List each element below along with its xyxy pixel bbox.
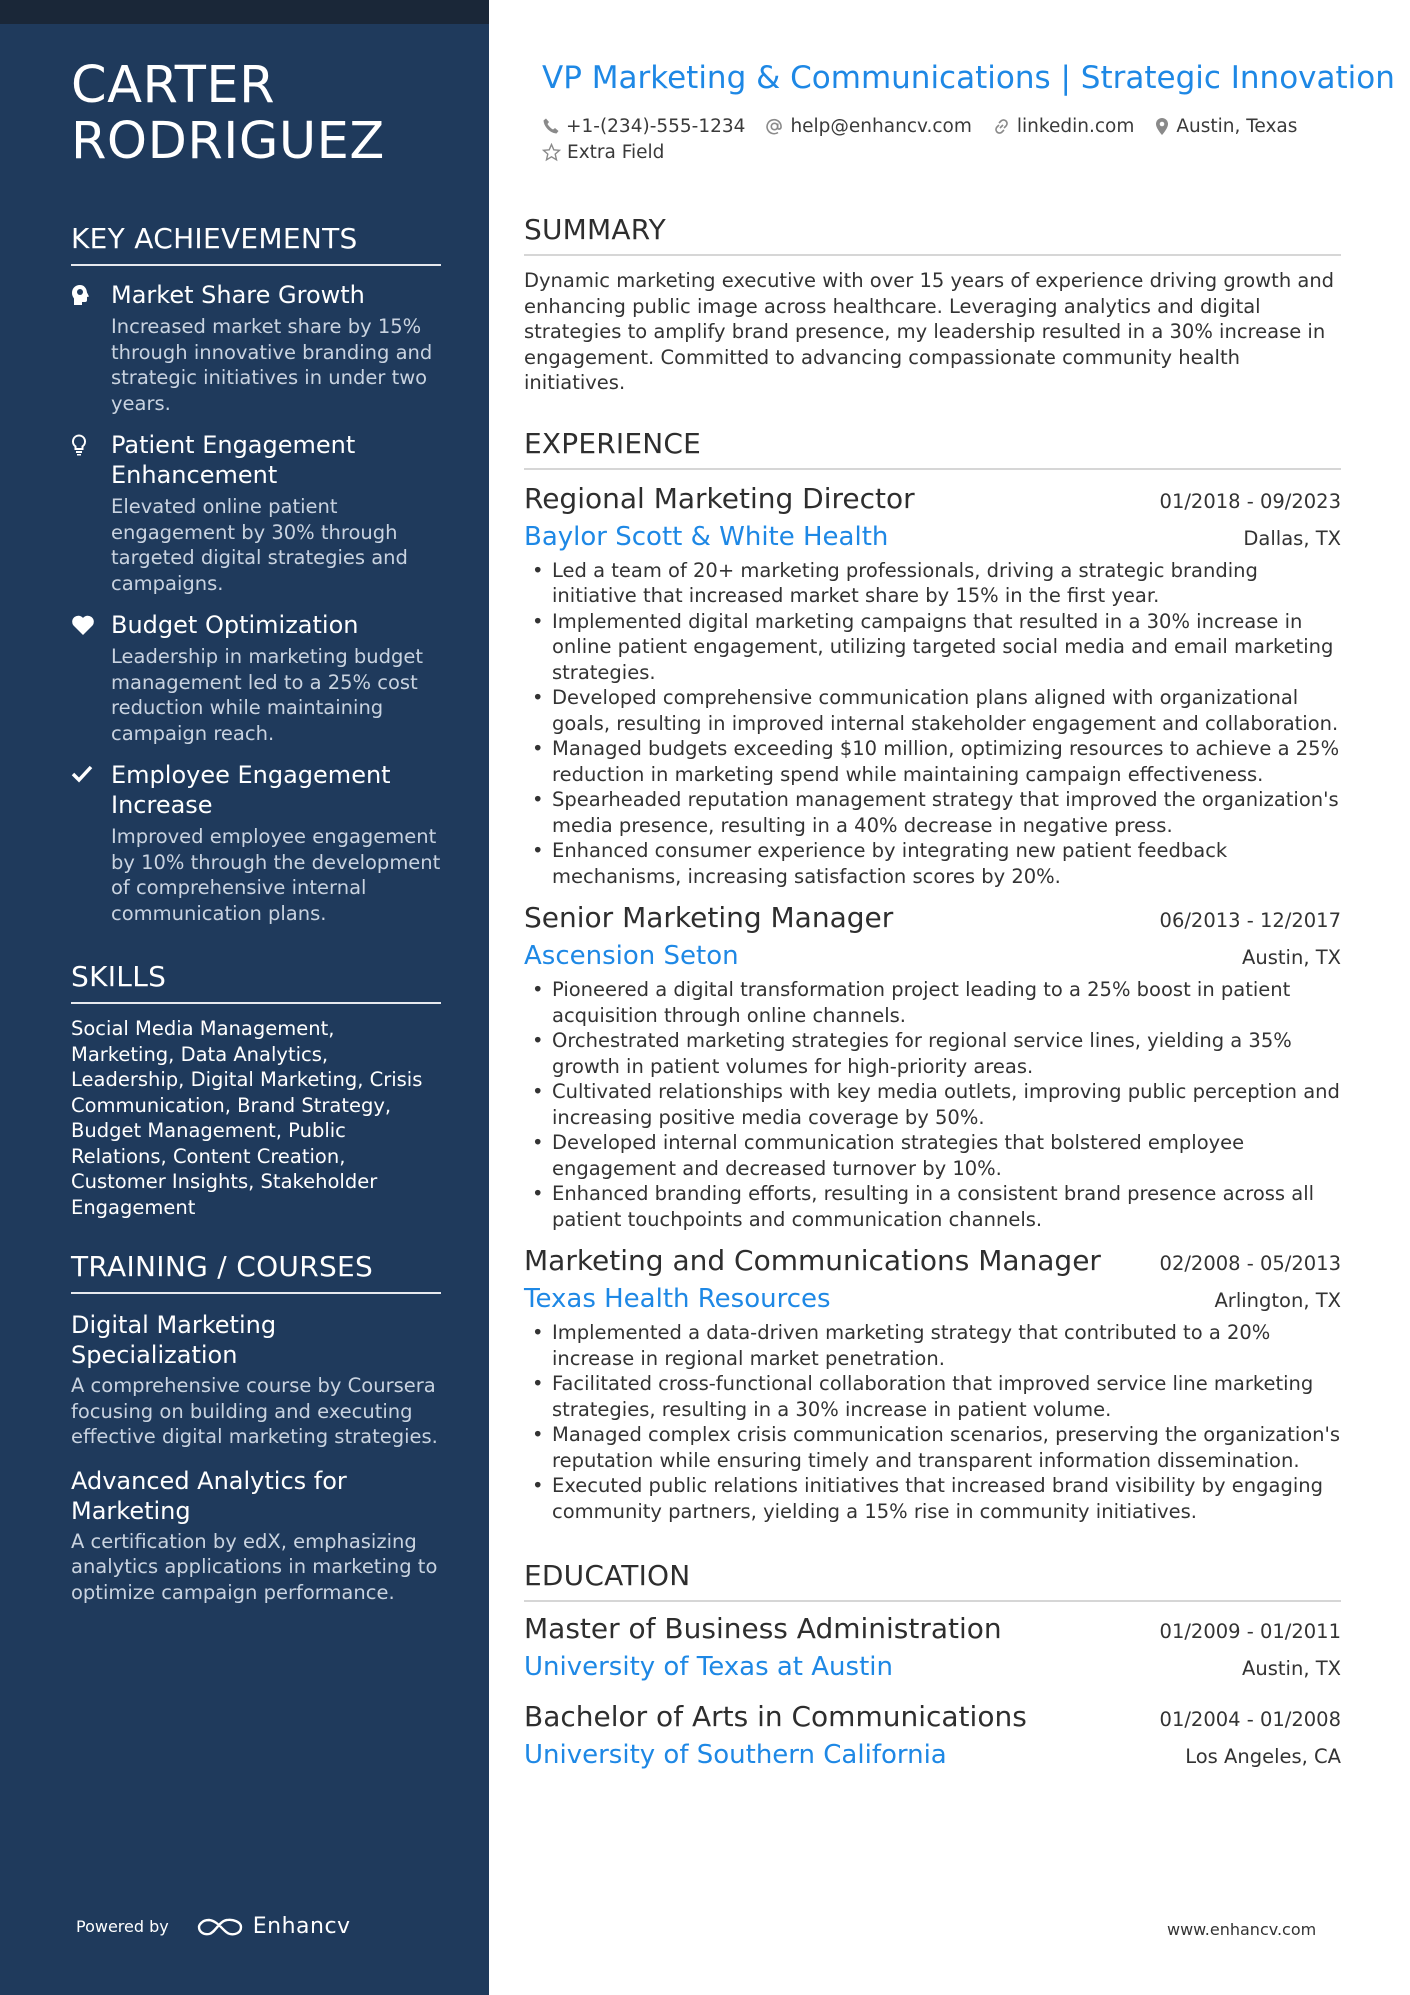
job-company: Baylor Scott & White Health [524, 521, 889, 552]
job-bullets [524, 977, 1341, 1232]
job-bullet: • Cultivated relationships with key media outlets, improving public perception and increasing positive media coverage by 50%. [524, 1079, 1341, 1130]
experience-section [524, 426, 1341, 1525]
training-heading: TRAINING / COURSES [71, 1250, 441, 1294]
location-contact [1154, 116, 1297, 137]
email-contact[interactable] [765, 116, 971, 137]
summary-text: Dynamic marketing executive with over 15 years of experience driving growth and enhancing public image across healthcare. Leveraging analytics and digital strategies to amplify brand presence, my leadership resulted in a 30% increase in engagement. Committed to advancing compassionate community health initiatives. [524, 269, 1335, 394]
skills-heading: SKILLS [71, 960, 441, 1004]
job-bullet: • Developed comprehensive communication plans aligned with organizational goals, resulting in improved internal stakeholder engagement and collaboration. [524, 685, 1341, 736]
main-sections [524, 212, 1341, 1772]
link-icon [992, 117, 1011, 136]
course-item [71, 1310, 441, 1450]
job-dates: 01/2018 - 09/2023 [1159, 489, 1341, 513]
job-bullets [524, 1320, 1341, 1524]
enhancv-logo[interactable] [197, 1914, 351, 1939]
job-company: Texas Health Resources [524, 1284, 831, 1314]
job-bullet: • Enhanced consumer experience by integrating new patient feedback mechanisms, increasing satisfaction scores by 20%. [524, 838, 1341, 889]
head-icon [71, 280, 111, 416]
achievement-title: Employee Engagement Increase [111, 761, 391, 819]
job-bullet: • Enhanced branding efforts, resulting in a consistent brand presence across all patient touchpoints and communication channels. [524, 1181, 1341, 1232]
achievements-section [71, 222, 441, 926]
location-pin-icon [1154, 117, 1170, 136]
job-location: Austin, TX [1242, 946, 1341, 969]
email-text: help@enhancv.com [790, 115, 972, 137]
course-item [71, 1466, 441, 1606]
job-bullet: • Orchestrated marketing strategies for regional service lines, yielding a 35% growth in patient volumes for high-priority areas. [524, 1028, 1341, 1079]
summary-heading: SUMMARY [524, 212, 1341, 256]
sidebar-content [71, 58, 441, 1605]
footer-url[interactable]: www.enhancv.com [1167, 1920, 1317, 1939]
job-location: Dallas, TX [1243, 526, 1341, 550]
achievement-item [71, 280, 441, 416]
achievement-desc: Increased market share by 15% through innovative branding and strategic initiatives in under two years. [111, 315, 433, 415]
course-title: Digital Marketing Specialization [71, 1311, 277, 1369]
degree-title: Bachelor of Arts in Communications [524, 1700, 1027, 1733]
course-title: Advanced Analytics for Marketing [71, 1466, 347, 1525]
headline: VP Marketing & Communications | Strategic Innovation [542, 60, 1395, 96]
education-heading: EDUCATION [524, 1558, 1341, 1602]
job-company: Ascension Seton [524, 941, 739, 971]
achievement-item [71, 760, 441, 926]
job-dates: 06/2013 - 12/2017 [1159, 909, 1341, 932]
brand-name: Enhancv [252, 1914, 351, 1939]
job-entry [524, 1242, 1341, 1524]
education-entry [524, 1698, 1341, 1772]
degree-title: Master of Business Administration [524, 1612, 1002, 1645]
school-name: University of Southern California [524, 1740, 947, 1770]
sidebar-top-bar [0, 0, 489, 24]
job-bullet: • Spearheaded reputation management strategy that improved the organization's media presence, resulting in a 40% decrease in negative press. [524, 787, 1341, 838]
achievements-heading: KEY ACHIEVEMENTS [71, 222, 441, 266]
extra-field-text: Extra Field [567, 141, 665, 163]
job-bullet: • Managed budgets exceeding $10 million, optimizing resources to achieve a 25% reduction in marketing spend while maintaining campaign effectiveness. [524, 736, 1341, 787]
star-icon [542, 143, 561, 162]
job-title: Regional Marketing Director [524, 481, 915, 515]
job-bullet: • Facilitated cross-functional collaboration that improved service line marketing strategies, resulting in a 30% increase in patient volume. [524, 1371, 1341, 1422]
candidate-name [71, 58, 441, 170]
training-section [71, 1250, 441, 1605]
name-line-2: RODRIGUEZ [71, 112, 385, 171]
job-bullets [524, 558, 1341, 890]
education-dates: 01/2009 - 01/2011 [1159, 1620, 1341, 1643]
achievement-desc: Improved employee engagement by 10% through the development of comprehensive internal communication plans. [111, 825, 441, 925]
job-bullet: • Developed internal communication strategies that bolstered employee engagement and decreased turnover by 10%. [524, 1130, 1341, 1181]
extra-field-contact [542, 142, 664, 163]
school-location: Austin, TX [1242, 1657, 1341, 1680]
education-dates: 01/2004 - 01/2008 [1159, 1708, 1341, 1731]
phone-contact[interactable] [542, 116, 745, 137]
skills-list: Social Media Management, Marketing, Data Analytics, Leadership, Digital Marketing, Crisis Communication, Brand Strategy, Budget Management, Public Relations, Content Creation, Customer Insights, Stakeholder Engagement [71, 1017, 423, 1219]
education-section [524, 1558, 1341, 1772]
job-bullet: • Executed public relations initiatives that increased brand visibility by engaging community partners, yielding a 15% rise in community initiatives. [524, 1473, 1341, 1524]
location-text: Austin, Texas [1176, 115, 1298, 137]
achievement-desc: Elevated online patient engagement by 30% through targeted digital strategies and campaigns. [111, 495, 408, 595]
job-bullet: • Managed complex crisis communication scenarios, preserving the organization's reputation while ensuring timely and transparent information dissemination. [524, 1422, 1341, 1473]
achievement-title: Patient Engagement Enhancement [111, 431, 356, 489]
contact-info [542, 113, 1332, 165]
achievement-item [71, 430, 441, 596]
job-bullet: • Implemented digital marketing campaigns that resulted in a 30% increase in online patient engagement, utilizing targeted social media and email marketing strategies. [524, 609, 1341, 686]
job-entry [524, 899, 1341, 1232]
course-desc: A certification by edX, emphasizing analytics applications in marketing to optimize campaign performance. [71, 1529, 438, 1604]
phone-icon [542, 117, 560, 135]
course-desc: A comprehensive course by Coursera focusing on building and executing effective digital marketing strategies. [71, 1374, 438, 1448]
achievement-item [71, 610, 441, 746]
job-location: Arlington, TX [1214, 1289, 1341, 1312]
experience-heading: EXPERIENCE [524, 426, 1341, 470]
powered-by [76, 1914, 351, 1939]
sidebar [0, 0, 489, 1995]
linkedin-contact[interactable] [992, 116, 1134, 137]
education-entry [524, 1610, 1341, 1684]
school-location: Los Angeles, CA [1185, 1745, 1341, 1768]
heart-icon [71, 610, 111, 746]
lightbulb-icon [71, 430, 111, 596]
job-title: Marketing and Communications Manager [524, 1244, 1101, 1277]
job-bullet: • Pioneered a digital transformation project leading to a 25% boost in patient acquisition through online channels. [524, 977, 1341, 1028]
school-name: University of Texas at Austin [524, 1652, 893, 1682]
enhancv-logo-icon [197, 1916, 243, 1938]
check-icon [71, 760, 111, 926]
name-line-1: CARTER [71, 56, 276, 115]
achievement-desc: Leadership in marketing budget management led to a 25% cost reduction while maintaining campaign reach. [111, 645, 424, 745]
job-title: Senior Marketing Manager [524, 901, 894, 934]
job-dates: 02/2008 - 05/2013 [1159, 1252, 1341, 1275]
job-bullet: • Led a team of 20+ marketing professionals, driving a strategic branding initiative that increased market share by 15% in the first year. [524, 558, 1341, 609]
achievement-title: Budget Optimization [111, 611, 359, 639]
powered-by-label: Powered by [76, 1917, 169, 1936]
at-icon [765, 117, 784, 136]
job-entry [524, 480, 1341, 890]
summary-section [524, 212, 1341, 396]
phone-text: +1-(234)-555-1234 [566, 115, 746, 137]
job-bullet: • Implemented a data-driven marketing strategy that contributed to a 20% increase in regional market penetration. [524, 1320, 1341, 1371]
linkedin-text: linkedin.com [1016, 115, 1135, 137]
skills-section [71, 960, 441, 1220]
achievement-title: Market Share Growth [111, 281, 365, 309]
